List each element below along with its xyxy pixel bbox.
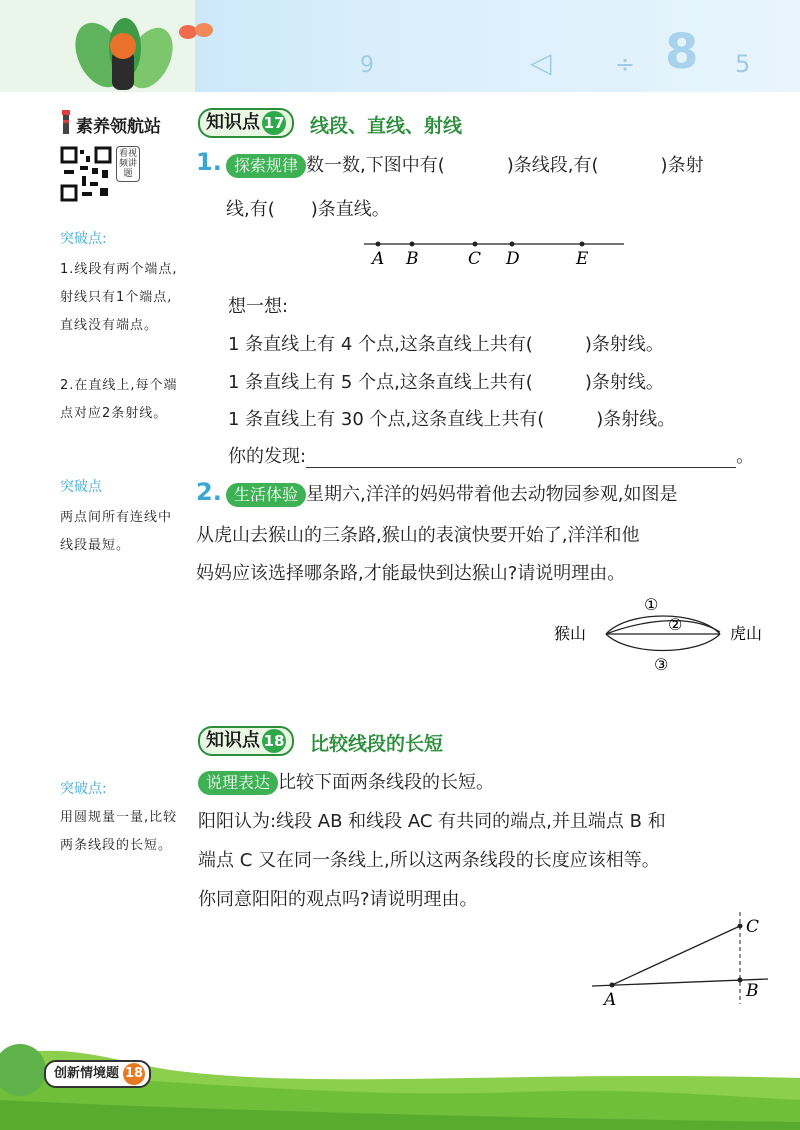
finding-answer[interactable]	[306, 449, 736, 468]
point-c	[473, 242, 478, 247]
place-monkey-mountain: 猴山	[554, 624, 587, 643]
place-tiger-mountain: 虎山	[730, 624, 763, 643]
q2-line1-text: 星期六,洋洋的妈妈带着他去动物园参观,如图是	[306, 484, 678, 505]
q2-route-diagram	[548, 590, 778, 680]
s18-line0-text: 比较下面两条线段的长短。	[278, 772, 495, 793]
knowledge-point-18-badge	[198, 726, 294, 756]
deco-digit-5: 5	[735, 50, 751, 78]
knowledge-point-17-badge	[198, 108, 294, 138]
point-e	[580, 242, 585, 247]
s18-segment-diagram	[584, 908, 774, 1012]
q2-line3: 妈妈应该选择哪条路,才能最快到达猴山?请说明理由。	[196, 563, 626, 584]
qr-note: 看视频讲题	[116, 146, 140, 182]
point-c-18	[738, 924, 743, 929]
tip2-label: 突破点	[60, 479, 102, 495]
q2-number: 2.	[196, 478, 222, 506]
route-2-label: ②	[668, 615, 683, 634]
think2-b: )条射线。	[584, 372, 664, 393]
q1-text-b: )条线段,有(	[506, 155, 599, 176]
knowledge-point-label-18: 知识点	[206, 730, 260, 751]
route-3-path	[606, 634, 720, 651]
think1-a: 1 条直线上有 4 个点,这条直线上共有(	[228, 334, 533, 355]
route-3-label: ③	[654, 655, 669, 674]
think3-b: )条射线。	[596, 409, 676, 430]
finding-end: 。	[736, 446, 755, 467]
q1-text-a: 数一数,下图中有(	[306, 155, 445, 176]
section18-title: 比较线段的长短	[310, 733, 444, 755]
label-e: E	[576, 249, 589, 268]
think-line-3	[228, 405, 675, 431]
label-c-18: C	[746, 917, 760, 937]
qr-code-icon[interactable]	[60, 146, 112, 202]
finding-label: 你的发现:	[228, 446, 307, 467]
tip1-label: 突破点:	[60, 231, 107, 247]
sidebar-title: 素养领航站	[76, 117, 161, 137]
point-d	[510, 242, 515, 247]
lighthouse-icon	[60, 110, 72, 134]
s18-line3: 你同意阳阳的观点吗?请说明理由。	[198, 889, 478, 910]
knowledge-point-number-18: 18	[262, 729, 286, 753]
knowledge-point-number: 17	[262, 111, 286, 135]
label-d: D	[506, 249, 520, 268]
think1-b: )条射线。	[584, 334, 664, 355]
think3-a: 1 条直线上有 30 个点,这条直线上共有(	[228, 409, 545, 430]
tip3-label: 突破点:	[60, 781, 107, 797]
label-b-18: B	[746, 981, 759, 1001]
point-a-18	[610, 983, 615, 988]
footer-badge-label: 创新情境题	[54, 1066, 120, 1081]
section17-title: 线段、直线、射线	[310, 115, 463, 137]
tip3-text: 用圆规量一量,比较两条线段的长短。	[60, 810, 178, 853]
s18-line0	[198, 768, 494, 795]
deco-triangle: ◁	[530, 46, 552, 79]
point-a	[376, 242, 381, 247]
s18-line1: 阳阳认为:线段 AB 和线段 AC 有共同的端点,并且端点 B 和	[198, 811, 666, 832]
route-1-label: ①	[644, 595, 659, 614]
s18-line2: 端点 C 又在同一条线上,所以这两条线段的长度应该相等。	[198, 850, 660, 871]
label-b: B	[406, 249, 419, 268]
tip2-text: 两点间所有连线中线段最短。	[60, 510, 173, 553]
q1-number: 1.	[196, 148, 222, 176]
label-a-18: A	[604, 990, 617, 1010]
q1-line2: 线,有( )条直线。	[226, 199, 390, 220]
page-number: 18	[123, 1063, 145, 1085]
s18-tag: 说理表达	[198, 771, 278, 795]
segment-ac	[612, 926, 740, 985]
knowledge-point-label: 知识点	[206, 112, 260, 133]
q1-line1	[226, 151, 704, 178]
think-line-2	[228, 368, 664, 394]
q1-line-diagram	[360, 232, 630, 268]
banner-decoration	[0, 0, 800, 92]
deco-divide: ÷	[615, 50, 636, 78]
q2-tag: 生活体验	[226, 483, 306, 507]
footer-badge	[44, 1060, 151, 1088]
think-title: 想一想:	[228, 296, 289, 317]
tip1-item-2: 2.在直线上,每个端点对应2条射线。	[60, 378, 178, 421]
tip1-item-1: 1.线段有两个端点,射线只有1个端点,直线没有端点。	[60, 262, 178, 333]
think-line-1	[228, 330, 664, 356]
label-c: C	[468, 249, 482, 268]
point-b	[410, 242, 415, 247]
q1-tag: 探索规律	[226, 154, 306, 178]
q2-line1	[226, 480, 677, 507]
deco-digit-9: 9	[360, 53, 374, 78]
think2-a: 1 条直线上有 5 个点,这条直线上共有(	[228, 372, 533, 393]
finding-line	[228, 442, 754, 468]
q2-line2: 从虎山去猴山的三条路,猴山的表演快要开始了,洋洋和他	[196, 525, 640, 546]
deco-digit-8: 8	[665, 24, 699, 80]
label-a: A	[372, 249, 385, 268]
q1-text-c: )条射	[660, 155, 704, 176]
point-b-18	[738, 978, 743, 983]
